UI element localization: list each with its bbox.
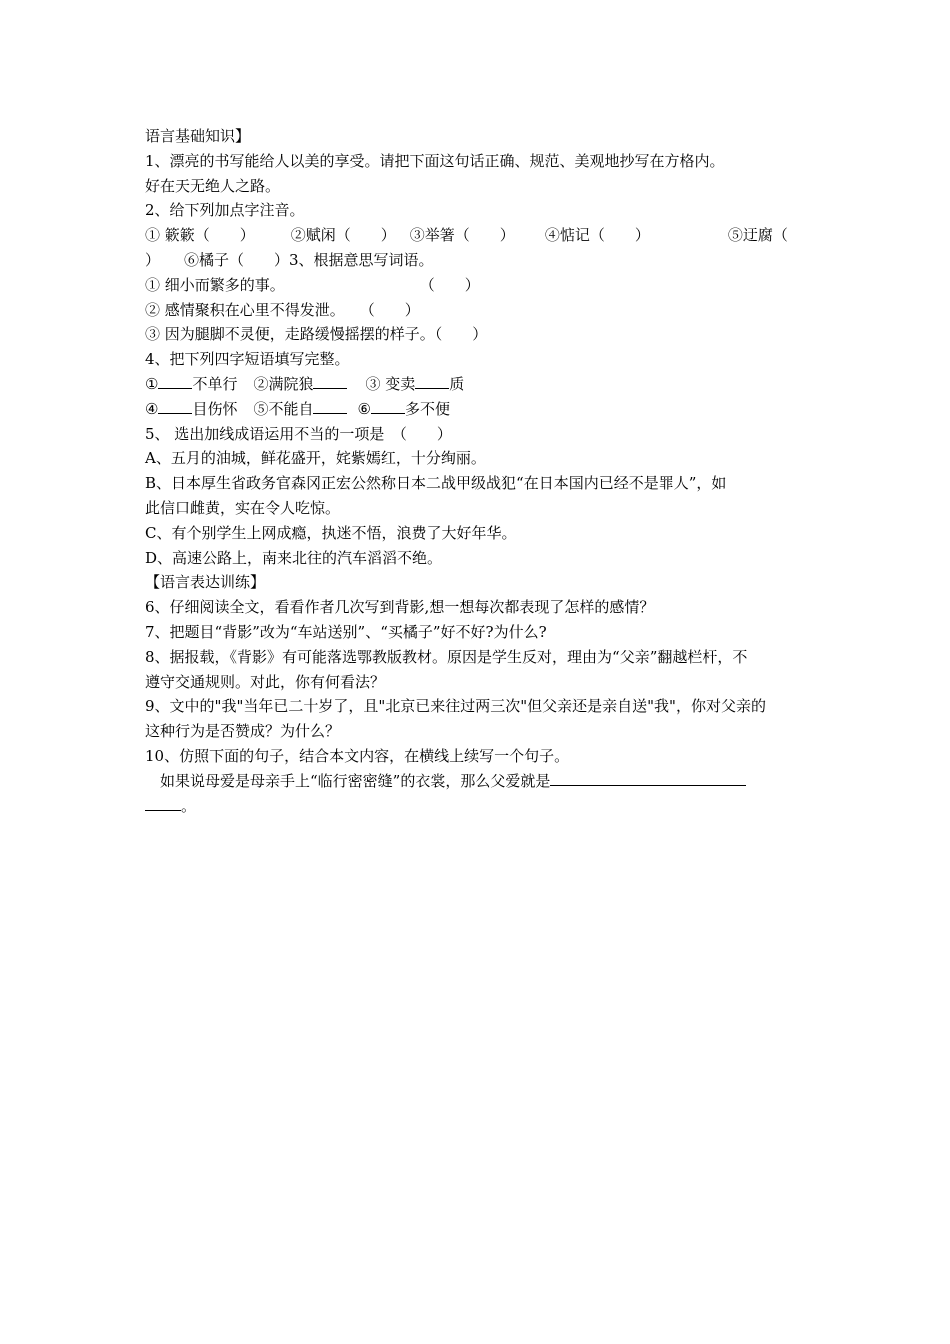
question-5-option-d: D、高速公路上，南来北往的汽车滔滔不绝。: [145, 548, 443, 567]
question-7: 7、把题目“背影”改为“车站送别”、“买橘子”好不好?为什么?: [145, 622, 547, 641]
question-2-items: [145, 223, 810, 248]
question-8: 8、据报载，《背影》有可能落选鄂教版教材。原因是学生反对，理由为“父亲”翻越栏杆，不: [145, 647, 748, 666]
answer-blank-cont[interactable]: [145, 796, 181, 811]
fill-blank[interactable]: [313, 399, 347, 414]
question-2-items-cont: [145, 248, 810, 273]
question-3-item-1: ① 细小而繁多的事。 （ ）: [145, 275, 480, 294]
item-yufu: ⑤迂腐（: [727, 226, 788, 245]
question-9: 9、文中的"我"当年已二十岁了，且"北京已来往过两三次"但父亲还是亲自送"我"，你对父亲的: [145, 697, 766, 716]
answer-blank[interactable]: [550, 771, 746, 786]
question-3-item-3: ③ 因为腿脚不灵便，走路缓慢摇摆的样子。（ ）: [145, 325, 488, 344]
fill-blank[interactable]: [415, 374, 449, 389]
question-5-option-a: A、五月的油城，鲜花盛开，姹紫嫣红，十分绚丽。: [145, 449, 486, 468]
question-5: 5、 选出加线成语运用不当的一项是 （ ）: [145, 424, 452, 443]
question-9-cont: 这种行为是否赞成？为什么？: [145, 722, 341, 741]
item-yufu-close: ）: [145, 250, 161, 269]
item-fuxian: ②赋闲（ ）: [290, 226, 396, 245]
item-juzi-and-question-3: ⑥橘子（ ）3、根据意思写词语。: [184, 250, 434, 269]
question-8-cont: 遵守交通规则。对此，你有何看法？: [145, 672, 386, 691]
question-10: 10、仿照下面的句子，结合本文内容，在横线上续写一个句子。: [145, 746, 570, 765]
question-4: 4、把下列四字短语填写完整。: [145, 350, 350, 369]
question-5-option-b-cont: 此信口雌黄，实在令人吃惊。: [145, 498, 341, 517]
question-10-prompt: 如果说母爱是母亲手上“临行密密缝”的衣裳，那么父爱就是: [145, 769, 810, 794]
question-6: 6、仔细阅读全文，看看作者几次写到背影,想一想每次都表现了怎样的感情？: [145, 598, 655, 617]
item-juzhu: ③举箸（ ）: [409, 226, 515, 245]
section-heading-expression: 【语言表达训练】: [145, 573, 266, 592]
section-heading-basics: 语言基础知识】: [145, 127, 251, 145]
question-3-item-2: ② 感情聚积在心里不得发泄。 （ ）: [145, 300, 420, 319]
question-5-option-c: C、有个别学生上网成瘾，执迷不悟，浪费了大好年华。: [145, 523, 517, 542]
question-10-prompt-cont: 。: [145, 794, 810, 819]
question-1-sentence: 好在天无绝人之路。: [145, 176, 281, 195]
question-4-row-2: ④ 目伤怀 ⑤不能自 ⑥ 多不便: [145, 399, 450, 418]
fill-blank[interactable]: [158, 399, 192, 414]
fill-blank[interactable]: [158, 374, 192, 389]
question-2: 2、给下列加点字注音。: [145, 201, 305, 220]
item-dianji: ④惦记（ ）: [544, 226, 650, 245]
question-5-option-b: B、日本厚生省政务官森冈正宏公然称日本二战甲级战犯“在日本国内已经不是罪人”，如: [145, 474, 727, 493]
worksheet: [145, 124, 810, 818]
fill-blank[interactable]: [313, 374, 347, 389]
question-1: 1、漂亮的书写能给人以美的享受。请把下面这句话正确、规范、美观地抄写在方格内。: [145, 151, 725, 170]
item-sususu: ① 簌簌（ ）: [145, 226, 255, 245]
question-4-row-1: ① 不单行 ②满院狼 ③ 变卖 质: [145, 374, 465, 393]
fill-blank[interactable]: [371, 399, 405, 414]
